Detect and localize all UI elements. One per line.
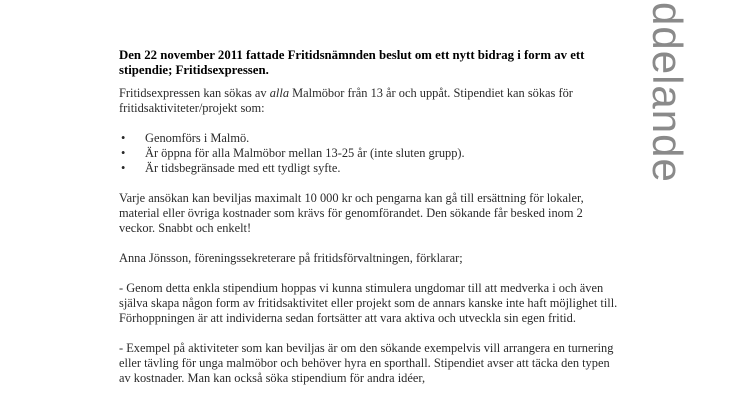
quote-paragraph-1: - Genom detta enkla stipendium hoppas vi kunna stimulera ungdomar till att medverka i och även själva skapa någon form av fritidsaktivitet eller projekt som de annars kanske inte haft möjlighet till. Förhoppningen är att individerna sedan fortsätter att vara aktiva och utveckla sin egen fritid. <box>119 281 618 325</box>
bullet-icon: • <box>121 161 126 175</box>
page-title: Den 22 november 2011 fattade Fritidsnämnden beslut om ett nytt bidrag i form av ett stipendie; Fritidsexpressen. <box>119 48 585 77</box>
intro-paragraph <box>119 86 619 116</box>
spacer <box>119 176 619 191</box>
bullet-icon: • <box>121 131 126 145</box>
spacer <box>119 326 619 341</box>
spacer <box>119 236 619 251</box>
intro-emphasis: alla <box>269 86 290 100</box>
bullet-icon: • <box>121 146 126 160</box>
list-item <box>119 146 619 161</box>
amount-paragraph: Varje ansökan kan beviljas maximalt 10 000 kr och pengarna kan gå till ersättning för lokaler, material eller övriga kostnader som krävs för genomförandet. Den sökande får besked inom 2 veckor. Snabbt och enkelt! <box>119 191 584 235</box>
intro-text-end: Malmöbor från 13 år och uppåt. Stipendiet kan sökas för fritidsaktiviteter/projekt som: <box>119 86 573 115</box>
criteria-list <box>119 131 619 176</box>
list-item <box>119 161 619 176</box>
side-title-vertical: ddelande <box>644 2 691 183</box>
quote-paragraph-2: - Exempel på aktiviteter som kan beviljas är om den sökande exempelvis vill arrangera en turnering eller tävling för unga malmöbor och behöver hyra en sporthall. Stipendiet avser att täcka den typen av kostnader. Man kan också söka stipendium för andra idéer, <box>119 341 614 385</box>
list-item-text: Är öppna för alla Malmöbor mellan 13-25 år (inte sluten grupp). <box>145 146 465 160</box>
quote-intro-paragraph: Anna Jönsson, föreningssekreterare på fritidsförvaltningen, förklarar; <box>119 251 463 265</box>
spacer <box>119 116 619 131</box>
intro-text-start: Fritidsexpressen kan sökas av <box>119 86 270 100</box>
spacer <box>119 266 619 281</box>
list-item <box>119 131 619 146</box>
press-release-body <box>119 48 619 386</box>
list-item-text: Genomförs i Malmö. <box>145 131 250 145</box>
list-item-text: Är tidsbegränsade med ett tydligt syfte. <box>145 161 341 175</box>
